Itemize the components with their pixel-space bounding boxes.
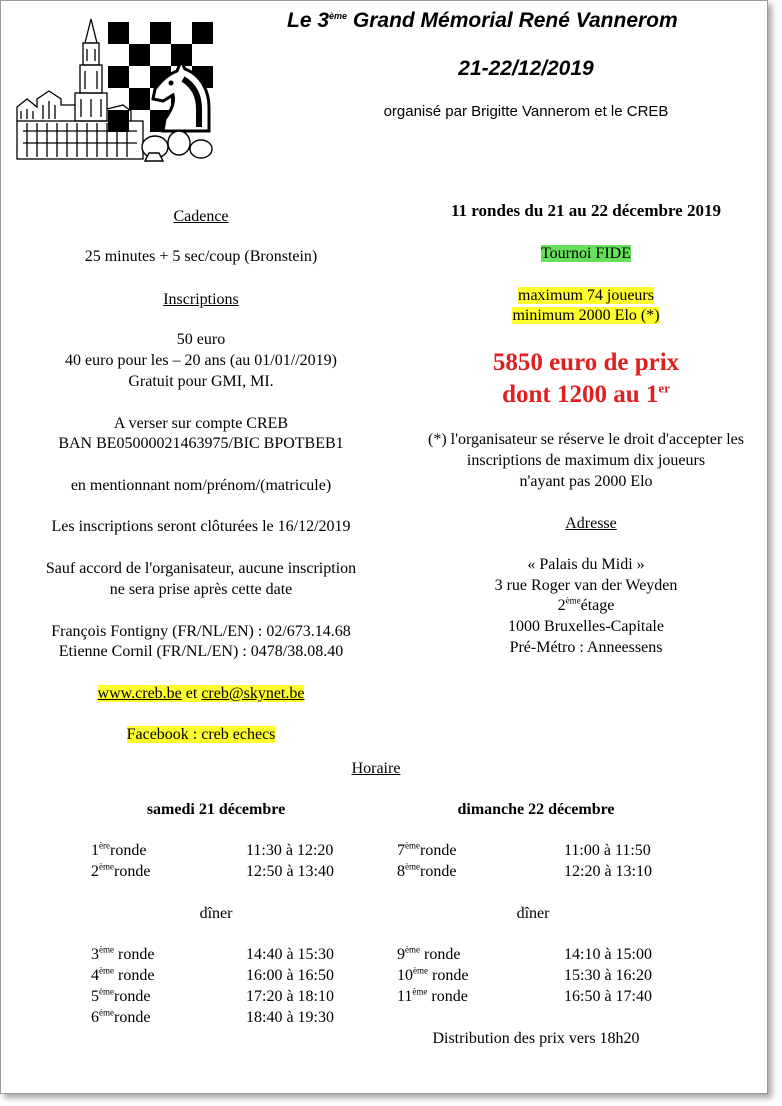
note-line: (*) l'organisateur se réserve le droit d'accepter les bbox=[428, 431, 744, 448]
accord-line: ne sera prise après cette date bbox=[109, 581, 293, 598]
facebook-text: Facebook : creb echecs bbox=[126, 726, 276, 743]
round-label: 8èmeronde bbox=[397, 861, 457, 880]
round-label: 11ème ronde bbox=[397, 986, 468, 1005]
address-line: 2èmeétage bbox=[557, 595, 615, 614]
fee-line: Gratuit pour GMI, MI. bbox=[128, 373, 274, 390]
round-label: 9ème ronde bbox=[397, 944, 461, 963]
round-label: 5èmeronde bbox=[91, 986, 151, 1005]
tournament-title: Le 3ème Grand Mémorial René Vannerom bbox=[287, 9, 678, 32]
round-time: 12:20 à 13:10 bbox=[564, 863, 652, 880]
account-line: A verser sur compte CREB bbox=[113, 415, 289, 432]
address-line: 1000 Bruxelles-Capitale bbox=[508, 618, 664, 635]
address-line: 3 rue Roger van der Weyden bbox=[494, 577, 678, 594]
contact-line: Etienne Cornil (FR/NL/EN) : 0478/38.08.40 bbox=[58, 643, 344, 660]
account-line: BAN BE05000021463975/BIC BPOTBEB1 bbox=[58, 435, 344, 452]
prize-line: 5850 euro de prix bbox=[492, 349, 680, 376]
saturday-dinner: dîner bbox=[199, 905, 233, 922]
round-time: 16:50 à 17:40 bbox=[564, 988, 652, 1005]
inscriptions-heading: Inscriptions bbox=[163, 291, 239, 308]
email-link[interactable]: creb@skynet.be bbox=[201, 685, 305, 702]
facebook-line bbox=[1, 725, 401, 745]
address-line: « Palais du Midi » bbox=[527, 556, 645, 573]
round-label: 3ème ronde bbox=[91, 944, 155, 963]
round-time: 18:40 à 19:30 bbox=[246, 1009, 334, 1026]
round-time: 11:30 à 12:20 bbox=[246, 842, 334, 859]
accord-line: Sauf accord de l'organisateur, aucune inscription bbox=[45, 560, 357, 577]
closing-date-text: Les inscriptions seront clôturées le 16/12/2019 bbox=[51, 518, 351, 535]
round-label: 6èmeronde bbox=[91, 1007, 151, 1026]
round-label: 7èmeronde bbox=[397, 840, 457, 859]
mention-text: en mentionnant nom/prénom/(matricule) bbox=[70, 477, 332, 494]
adresse-heading: Adresse bbox=[565, 515, 617, 532]
round-label: 4ème ronde bbox=[91, 965, 155, 984]
round-label: 2èmeronde bbox=[91, 861, 151, 880]
rounds-heading: 11 rondes du 21 au 22 décembre 2019 bbox=[451, 201, 721, 220]
round-time: 12:50 à 13:40 bbox=[246, 863, 334, 880]
prize-distribution: Distribution des prix vers 18h20 bbox=[432, 1030, 640, 1047]
sunday-heading: dimanche 22 décembre bbox=[457, 801, 615, 818]
fee-line: 40 euro pour les – 20 ans (au 01/01//2019) bbox=[65, 352, 337, 369]
round-label: 10ème ronde bbox=[397, 965, 469, 984]
tournament-dates: 21-22/12/2019 bbox=[458, 57, 594, 80]
note-line: inscriptions de maximum dix joueurs bbox=[466, 452, 706, 469]
note-line: n'ayant pas 2000 Elo bbox=[519, 473, 653, 490]
sunday-dinner: dîner bbox=[516, 905, 550, 922]
organizer-line: organisé par Brigitte Vannerom et le CREB bbox=[383, 103, 669, 120]
fide-badge: Tournoi FIDE bbox=[541, 245, 631, 262]
min-elo-line: minimum 2000 Elo (*) bbox=[512, 307, 660, 324]
website-link[interactable]: www.creb.be bbox=[97, 685, 182, 702]
fide-line bbox=[391, 244, 781, 264]
chess-board-logo-icon bbox=[13, 15, 225, 165]
cadence-text: 25 minutes + 5 sec/coup (Bronstein) bbox=[84, 248, 318, 265]
contact-line: François Fontigny (FR/NL/EN) : 02/673.14.68 bbox=[51, 623, 351, 640]
round-time: 17:20 à 18:10 bbox=[246, 988, 334, 1005]
cadence-heading: Cadence bbox=[173, 208, 229, 225]
saturday-heading: samedi 21 décembre bbox=[146, 801, 286, 818]
max-players-line: maximum 74 joueurs bbox=[518, 287, 654, 304]
first-prize-line: dont 1200 au 1er bbox=[502, 380, 670, 408]
schedule-heading: Horaire bbox=[351, 760, 401, 777]
round-time: 11:00 à 11:50 bbox=[564, 842, 651, 859]
round-label: 1èreronde bbox=[91, 840, 147, 859]
round-time: 16:00 à 16:50 bbox=[246, 967, 334, 984]
address-line: Pré-Métro : Anneessens bbox=[509, 639, 663, 656]
fee-line: 50 euro bbox=[176, 331, 226, 348]
web-contact-line: www.creb.be et creb@skynet.be bbox=[97, 685, 305, 702]
round-time: 15:30 à 16:20 bbox=[564, 967, 652, 984]
round-time: 14:40 à 15:30 bbox=[246, 946, 334, 963]
round-time: 14:10 à 15:00 bbox=[564, 946, 652, 963]
